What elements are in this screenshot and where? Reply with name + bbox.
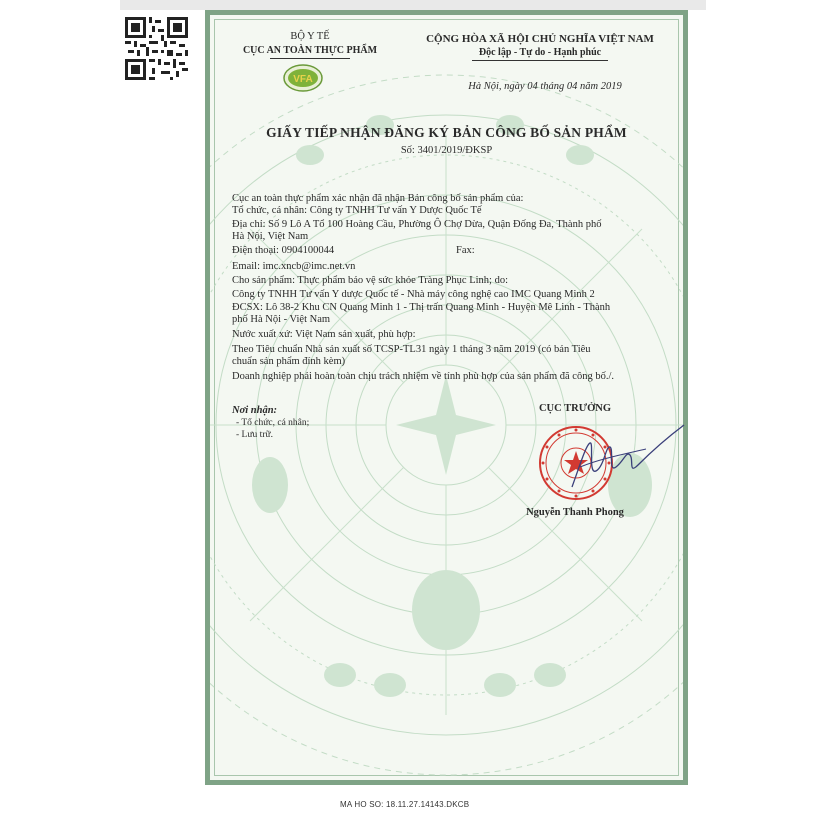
vfa-logo: [282, 57, 324, 99]
body-line-email: Email: imc.xncb@imc.net.vn: [232, 261, 356, 272]
body-line-product: Cho sản phẩm: Thực phẩm bảo vệ sức khỏe Tràng Phục Linh; do:: [232, 275, 508, 286]
header-rule-right: [472, 60, 608, 61]
qr-code: [125, 17, 188, 80]
signer-role: CỤC TRƯỞNG: [538, 403, 612, 414]
recipient-item: - Tổ chức, cá nhân;: [236, 418, 310, 428]
certificate-frame: [205, 10, 688, 785]
body-line-origin: Nước xuất xứ: Việt Nam sản xuất, phù hợp:: [232, 329, 416, 340]
body-line-responsibility: Doanh nghiệp phải hoàn toàn chịu trách nhiệm về tính phù hợp của sản phẩm đã công bố./.: [232, 371, 614, 382]
recipient-item: - Lưu trữ.: [236, 430, 273, 440]
body-line-production-address: ĐCSX: Lô 38-2 Khu CN Quang Minh 1 - Thị trấn Quang Minh - Huyện Mê Linh - Thành: [232, 302, 611, 313]
top-strip: [120, 0, 706, 10]
body-line-production-address-cont: phố Hà Nội - Việt Nam: [232, 314, 331, 325]
body-line-address: Địa chỉ: Số 9 Lô A Tổ 100 Hoàng Cầu, Phường Ô Chợ Dừa, Quận Đống Đa, Thành phố: [232, 219, 602, 230]
body-line-standard-cont: chuẩn sản phẩm đính kèm): [232, 356, 346, 367]
body-line-organization: Tổ chức, cá nhân: Công ty TNHH Tư vấn Y Dược Quốc Tế: [232, 205, 482, 216]
agency-name: CỤC AN TOÀN THỰC PHẨM: [242, 45, 378, 56]
body-line-manufacturer: Công ty TNHH Tư vấn Y dược Quốc tế - Nhà máy công nghệ cao IMC Quang Minh 2: [232, 289, 595, 300]
republic-name: CỘNG HÒA XÃ HỘI CHỦ NGHĨA VIỆT NAM: [426, 33, 654, 45]
body-line-confirm: Cục an toàn thực phẩm xác nhận đã nhận Bản công bố sản phẩm của:: [232, 193, 524, 204]
body-line-standard: Theo Tiêu chuẩn Nhà sản xuất số TCSP-TL31 ngày 1 tháng 3 năm 2019 (có bản Tiêu: [232, 344, 591, 355]
signer-name: Nguyễn Thanh Phong: [526, 507, 624, 518]
logo-text: VFA: [293, 74, 313, 85]
dossier-code: MA HO SO: 18.11.27.14143.DKCB: [340, 800, 470, 809]
registration-number: Số: 3401/2019/ĐKSP: [400, 145, 493, 156]
document-title: GIẤY TIẾP NHẬN ĐĂNG KÝ BẢN CÔNG BỐ SẢN PHẨM: [266, 125, 627, 140]
body-line-address-cont: Hà Nội, Việt Nam: [232, 231, 309, 242]
national-motto: Độc lập - Tự do - Hạnh phúc: [478, 47, 602, 58]
body-line-fax: Fax:: [456, 245, 475, 256]
recipients-heading: Nơi nhận:: [232, 405, 278, 416]
body-line-phone: Điện thoại: 0904100044: [232, 245, 335, 256]
document-content: [210, 15, 683, 780]
handwritten-signature: [550, 415, 690, 495]
ministry-name: BỘ Y TẾ: [290, 31, 330, 42]
issue-date: Hà Nội, ngày 04 tháng 04 năm 2019: [468, 81, 622, 92]
